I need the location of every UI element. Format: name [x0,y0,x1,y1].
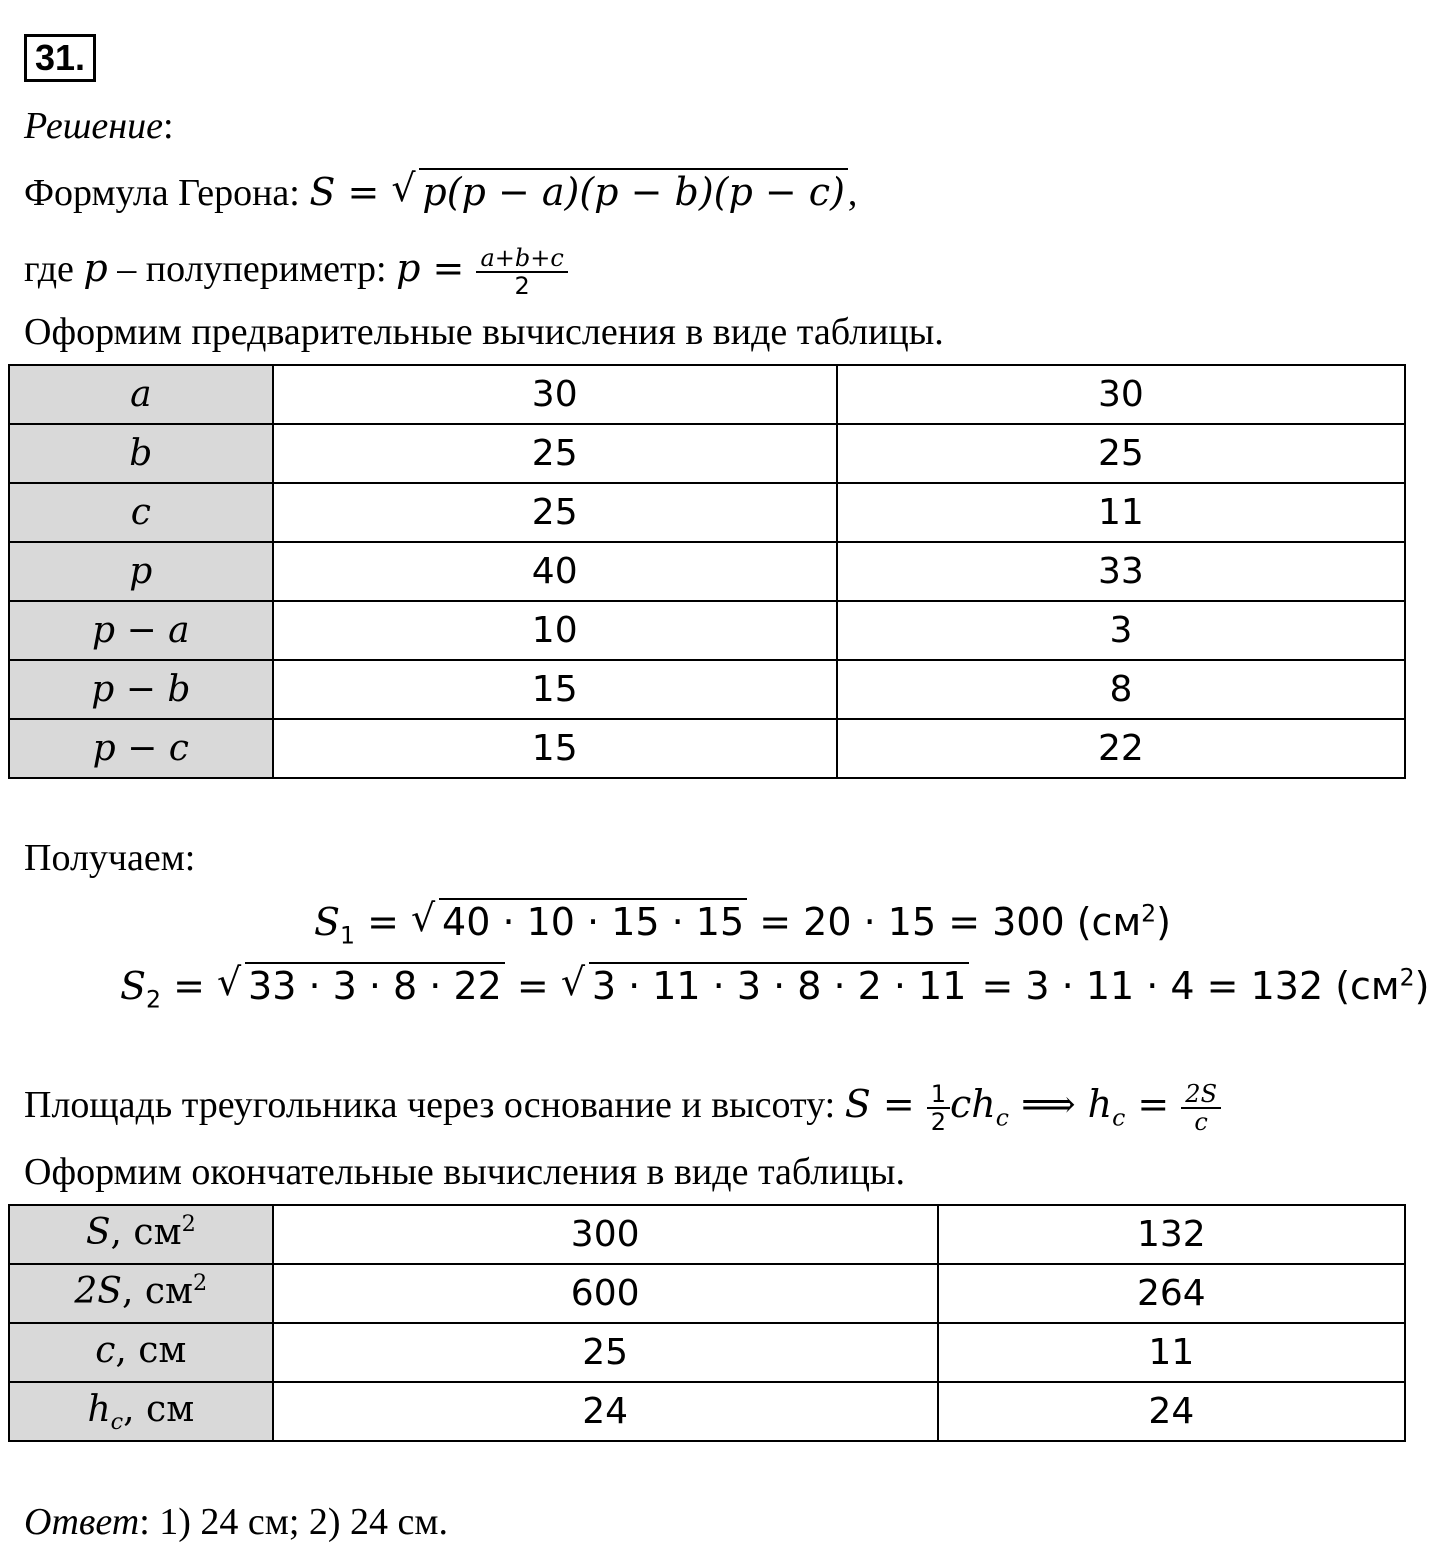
heron-sqrt [391,168,848,214]
row-label: p − a [9,601,273,660]
s2-radicand-1: 33 · 3 · 8 · 22 [245,962,505,1008]
heron-lhs: S = [309,170,392,214]
row-label: b [9,424,273,483]
s2-eq: = [161,964,218,1008]
row-label: c [9,483,273,542]
value-cell: 30 [837,365,1405,424]
prelim-table [8,364,1406,779]
value-cell: 15 [273,660,837,719]
semi-fraction [476,245,567,300]
table-row [9,542,1405,601]
row-label-unit: , см [115,1329,187,1371]
row-label: p − b [9,660,273,719]
s1-equation [314,898,1171,950]
area-fraction-2s [1181,1081,1221,1136]
s2-rest: = 3 · 11 · 4 = 132 (см [969,964,1400,1008]
value-cell: 24 [273,1382,938,1441]
row-label: p [9,542,273,601]
value-cell: 40 [273,542,837,601]
area-text: Площадь треугольника через основание и высоту: [24,1084,836,1126]
table-row [9,424,1405,483]
row-label: a [9,365,273,424]
value-cell: 8 [837,660,1405,719]
row-label: p − c [9,719,273,778]
row-label-var: 2S [74,1270,122,1312]
radical-icon: √ [217,960,242,1004]
s2-mid: = [504,964,561,1008]
row-label-sup: 2 [193,1269,208,1296]
value-cell: 22 [837,719,1405,778]
heron-tail: , [847,172,858,214]
s1-sup: 2 [1141,899,1157,928]
area-formula-line [24,1068,1221,1154]
table-row [9,483,1405,542]
area-mid: ch [950,1082,996,1126]
table-row [9,1382,1405,1441]
row-label-var: S [85,1211,111,1253]
answer-text: : 1) 24 см; 2) 24 см. [139,1501,448,1543]
semiperimeter-line [24,232,568,305]
s1-close: ) [1156,900,1171,944]
table-row [9,660,1405,719]
s2-sub: 2 [146,985,162,1014]
semi-frac-num: a+b+c [476,245,567,273]
semi-lhs: p = [396,246,477,290]
s1-rest: = 20 · 15 = 300 (см [747,900,1142,944]
value-cell: 33 [837,542,1405,601]
value-cell: 25 [273,483,837,542]
solution-label: Решение [24,105,163,147]
area-sub2: c [1112,1103,1126,1132]
value-cell: 300 [273,1205,938,1264]
row-label-unit: , см [110,1211,182,1253]
table-row [9,1205,1405,1264]
value-cell: 30 [273,365,837,424]
area-arrow: ⟹ h [1008,1082,1113,1126]
s1-name: S [314,900,341,944]
s2-sqrt-2 [561,962,970,1008]
area-fraction-half [927,1081,950,1136]
s1-radicand: 40 · 10 · 15 · 15 [439,898,747,944]
row-label-var: c [95,1329,116,1371]
area-eq: = [1125,1082,1182,1126]
value-cell: 11 [938,1323,1405,1382]
table-row [9,1264,1405,1323]
value-cell: 25 [273,424,837,483]
table-row [9,365,1405,424]
radical-icon: √ [391,166,416,210]
row-label-unit: , см [123,1388,195,1430]
area-frac2-num: 2S [1181,1081,1221,1109]
answer-label: Ответ [24,1501,140,1543]
s1-eq: = [355,900,412,944]
area-lhs: S = [844,1082,927,1126]
value-cell: 25 [837,424,1405,483]
semi-frac-den: 2 [514,272,530,301]
problem-number: 31. [24,34,96,82]
semi-text: – полупериметр: [117,248,387,290]
semi-prefix: где [24,248,74,290]
s2-sup: 2 [1399,963,1415,992]
s2-equation [120,962,1429,1014]
answer-line [24,1500,448,1544]
heron-formula-line [24,168,857,215]
s1-sqrt [411,898,747,944]
row-label-var: h [87,1388,111,1430]
radical-icon: √ [411,896,436,940]
solution-heading: Решение: [24,105,174,147]
s2-sqrt-1 [217,962,505,1008]
result-label: Получаем: [24,837,196,879]
table-row [9,719,1405,778]
heron-prefix: Формула Герона: [24,172,300,214]
semi-var: p [83,246,108,290]
s1-sub: 1 [340,921,356,950]
row-label [9,1323,273,1382]
row-label-sub: c [110,1409,124,1436]
row-label-unit: , см [121,1270,194,1312]
area-frac1-den: 2 [930,1108,947,1137]
value-cell: 600 [273,1264,938,1323]
area-frac1-num: 1 [927,1081,950,1109]
value-cell: 3 [837,601,1405,660]
value-cell: 15 [273,719,837,778]
area-sub: c [995,1103,1009,1132]
value-cell: 24 [938,1382,1405,1441]
table-row [9,1323,1405,1382]
row-label [9,1382,273,1441]
table-row [9,601,1405,660]
table1-caption: Оформим предварительные вычисления в виде таблицы. [24,311,944,353]
value-cell: 264 [938,1264,1405,1323]
value-cell: 132 [938,1205,1405,1264]
value-cell: 25 [273,1323,938,1382]
row-label-sup: 2 [181,1210,196,1237]
table2-caption: Оформим окончательные вычисления в виде таблицы. [24,1151,905,1193]
final-table [8,1204,1406,1442]
value-cell: 10 [273,601,837,660]
s2-close: ) [1414,964,1429,1008]
s2-radicand-2: 3 · 11 · 3 · 8 · 2 · 11 [589,962,970,1008]
row-label [9,1264,273,1323]
radical-icon: √ [560,960,586,1004]
s2-name: S [120,964,147,1008]
area-frac2-den: c [1194,1108,1208,1137]
row-label [9,1205,273,1264]
heron-radicand: p(p − a)(p − b)(p − c) [419,168,848,214]
value-cell: 11 [837,483,1405,542]
